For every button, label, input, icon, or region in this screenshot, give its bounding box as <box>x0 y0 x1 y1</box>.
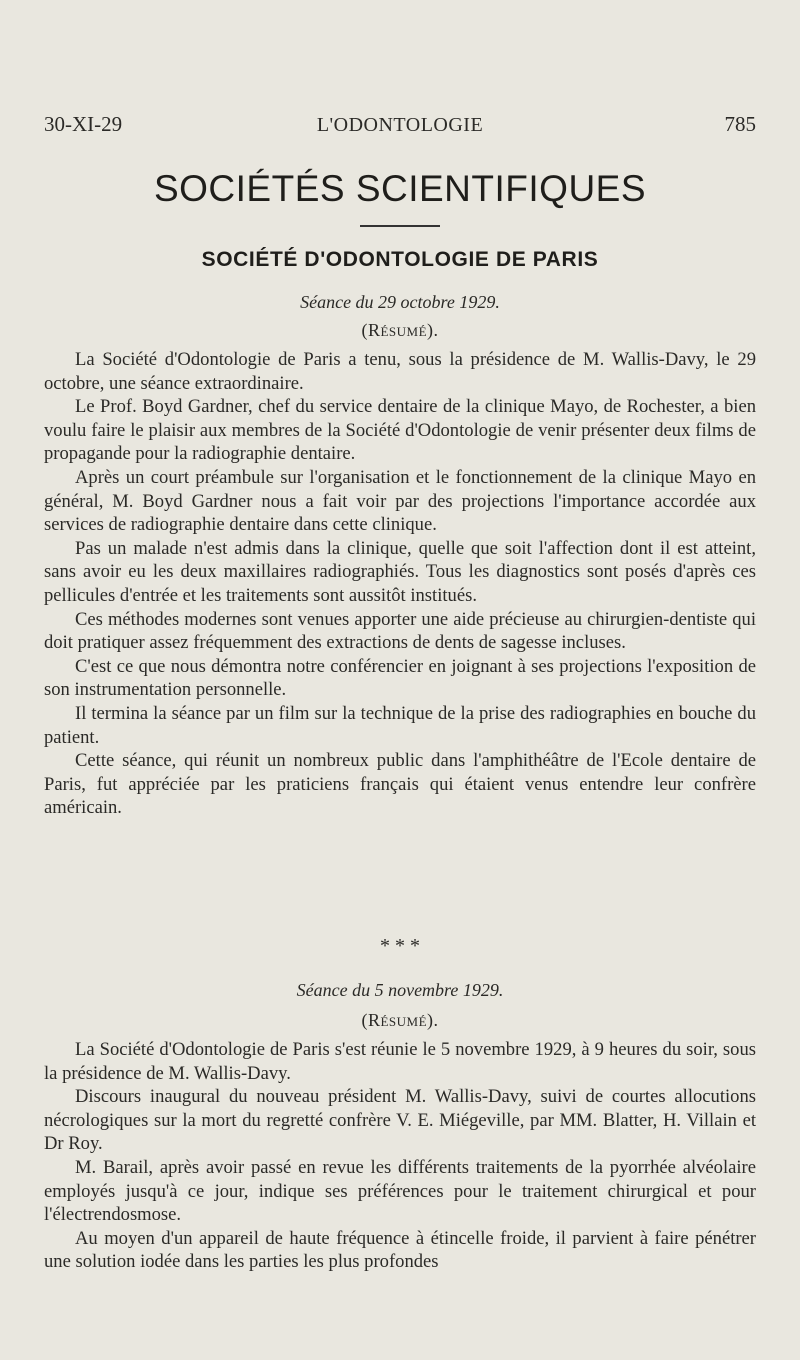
page-number: 785 <box>724 112 756 136</box>
session-1-label: Séance du 29 octobre 1929. <box>300 292 500 312</box>
paragraph: C'est ce que nous démontra notre conférencier en joignant à ses projections l'exposition de son instrumentation personnelle. <box>44 655 756 701</box>
society-title: SOCIÉTÉ D'ODONTOLOGIE DE PARIS <box>201 248 599 271</box>
paragraph: Pas un malade n'est admis dans la clinique, quelle que soit l'affection dont il est atteint, sans avoir eu les deux maxillaires radiographiés. Tous les diagnostics sont posés d'après ces pellicules d'entrée et les traitements sont aussitôt institués. <box>44 537 756 606</box>
paragraph: Discours inaugural du nouveau président M. Wallis-Davy, suivi de courtes allocutions nécrologiques sur la mort du regretté confrère V. E. Miégeville, par MM. Blatter, H. Villain et Dr Roy. <box>44 1086 756 1155</box>
section-title: SOCIÉTÉS SCIENTIFIQUES <box>153 168 647 209</box>
paragraph: M. Barail, après avoir passé en revue les différents traitements de la pyorrhée alvéolaire employés jusqu'à ce jour, indique ses préférences pour le traitement chirurgical et pour l'électrendosmose. <box>44 1156 756 1226</box>
paragraph: Il termina la séance par un film sur la technique de la prise des radiographies en bouche du patient. <box>44 702 756 748</box>
title-rule <box>360 225 440 227</box>
session-1-date <box>0 292 800 313</box>
paragraph: Le Prof. Boyd Gardner, chef du service dentaire de la clinique Mayo, de Rochester, a bien voulu faire le plaisir aux membres de la Société d'Odontologie de venir présenter deux films de propagande pour la radiographie dentaire. <box>44 396 756 465</box>
paragraph: La Société d'Odontologie de Paris a tenu, sous la présidence de M. Wallis-Davy, le 29 octobre, une séance extraordinaire. <box>44 349 756 394</box>
session-2-body <box>44 1038 756 1274</box>
paragraph: Après un court préambule sur l'organisation et le fonctionnement de la clinique Mayo en général, M. Boyd Gardner nous a fait voir par des projections l'importance accordée aux services de radiographie dentaire dans cette clinique. <box>44 466 756 536</box>
issue-date: 30-XI-29 <box>44 112 123 136</box>
session-2-label: Séance du 5 novembre 1929. <box>296 980 504 1000</box>
paragraph: Cette séance, qui réunit un nombreux public dans l'amphithéâtre de l'Ecole dentaire de Paris, fut appréciée par les praticiens français qui étaient venus entendre leur confrère américain. <box>44 750 756 819</box>
session-1-summary: (Résumé). <box>361 320 439 340</box>
running-header <box>44 112 756 142</box>
session-2-summary: (Résumé). <box>361 1010 439 1030</box>
paragraph: Au moyen d'un appareil de haute fréquence à étincelle froide, il parvient à faire pénétrer une solution iodée dans les parties les plus profondes <box>44 1227 756 1273</box>
journal-name: L'ODONTOLOGIE <box>316 114 484 136</box>
paragraph: Ces méthodes modernes sont venues apporter une aide précieuse au chirurgien-dentiste qui doit pratiquer assez fréquemment des extractions de dents de sagesse incluses. <box>44 608 756 654</box>
section-separator: * * * <box>380 935 420 957</box>
session-2-date <box>0 980 800 1001</box>
session-1-body <box>44 348 756 820</box>
paragraph: La Société d'Odontologie de Paris s'est réunie le 5 novembre 1929, à 9 heures du soir, sous la présidence de M. Wallis-Davy. <box>44 1039 756 1084</box>
